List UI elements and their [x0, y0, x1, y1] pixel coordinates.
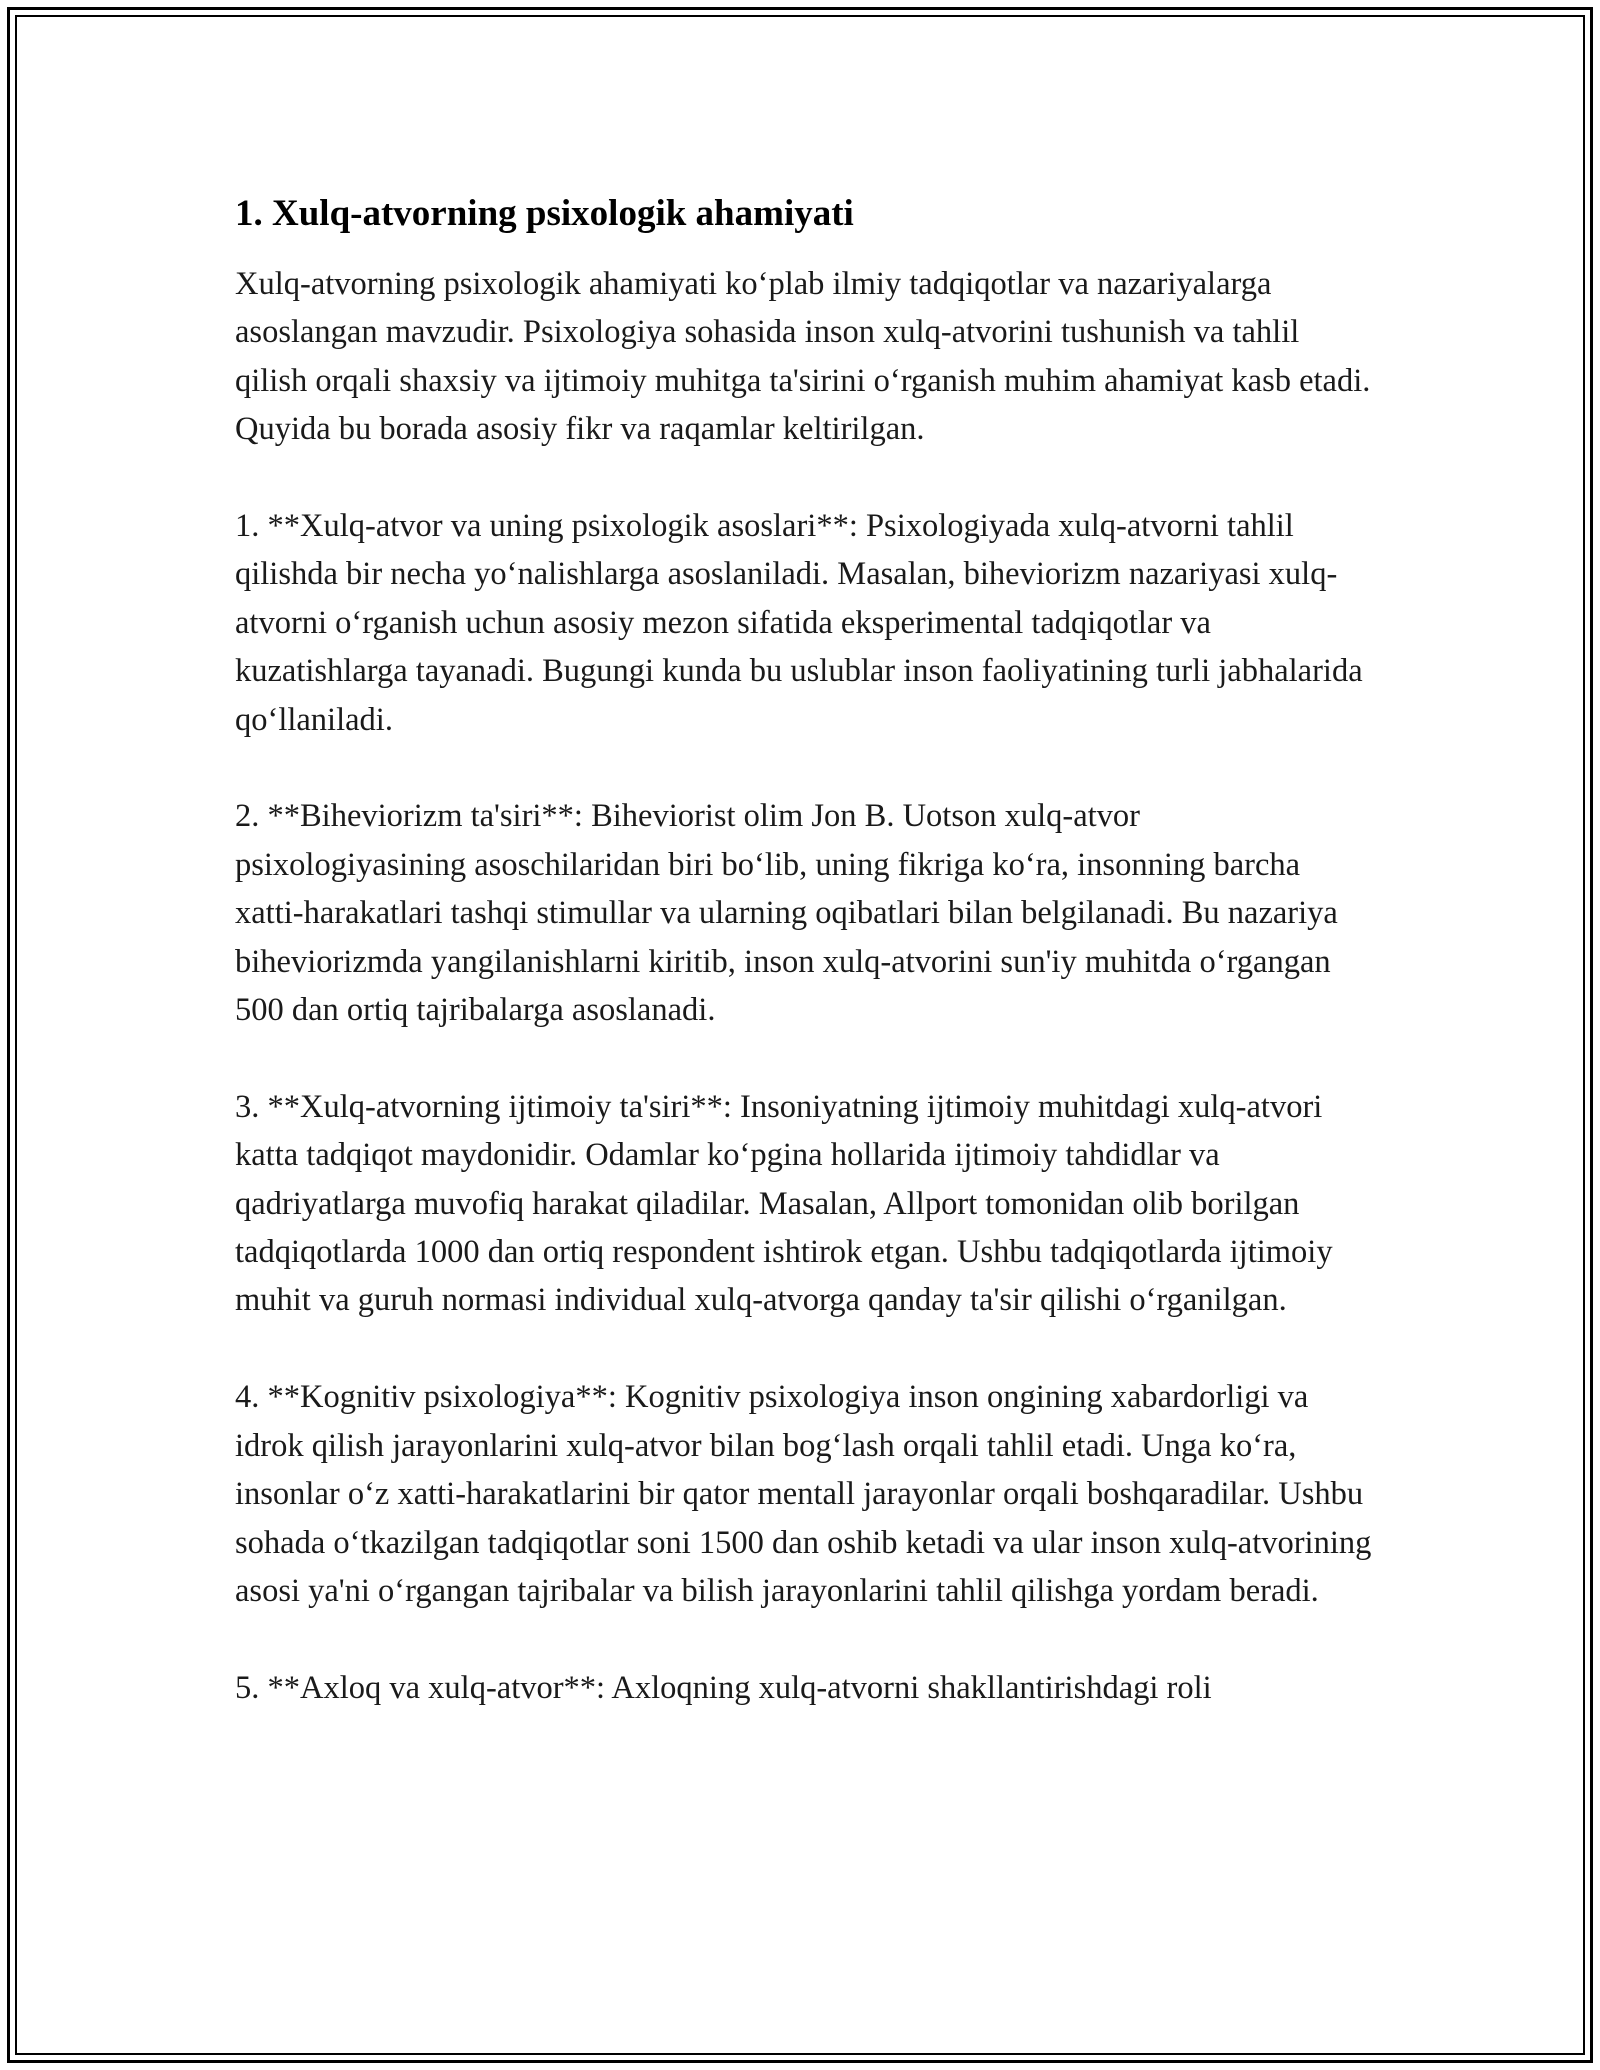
paragraph-2: 2. **Biheviorizm ta'siri**: Biheviorist olim Jon B. Uotson xulq-atvor psixologiyasining asoschilaridan biri bo‘lib, uning fikriga ko‘ra, insonning barcha xatti-harakatlari tashqi stimullar va ularning oqibatlari bilan belgilanadi. Bu nazariya biheviorizmda yangilanishlarni kiritib, inson xulq-atvorini sun'iy muhitda o‘rgangan 500 dan ortiq tajribalarga asoslanadi.	[235, 798, 1338, 1029]
paragraph-3: 3. **Xulq-atvorning ijtimoiy ta'siri**: Insoniyatning ijtimoiy muhitdagi xulq-atvori katta tadqiqot maydonidir. Odamlar ko‘pgina hollarida ijtimoiy tahdidlar va qadriyatlarga muvofiq harakat qiladilar. Masalan, Allport tomonidan olib borilgan tadqiqotlarda 1000 dan ortiq respondent ishtirok etgan. Ushbu tadqiqotlarda ijtimoiy muhit va guruh normasi individual xulq-atvorga qanday ta'sir qilishi o‘rganilgan.	[235, 1088, 1333, 1319]
document-body	[235, 188, 1375, 1761]
document-title: 1. Xulq-atvorning psixologik ahamiyati	[235, 193, 854, 234]
intro-paragraph: Xulq-atvorning psixologik ahamiyati ko‘plab ilmiy tadqiqotlar va nazariyalarga asoslangan mavzudir. Psixologiya sohasida inson xulq-atvorini tushunish va tahlil qilish orqali shaxsiy va ijtimoiy muhitga ta'sirini o‘rganish muhim ahamiyat kasb etadi. Quyida bu borada asosiy fikr va raqamlar keltirilgan.	[235, 266, 1371, 448]
paragraph-1: 1. **Xulq-atvor va uning psixologik asoslari**: Psixologiyada xulq-atvorni tahlil qilishda bir necha yo‘nalishlarga asoslaniladi. Masalan, biheviorizm nazariyasi xulq-atvorni o‘rganish uchun asosiy mezon sifatida eksperimental tadqiqotlar va kuzatishlarga tayanadi. Bugungi kunda bu uslublar inson faoliyatining turli jabhalarida qo‘llaniladi.	[235, 508, 1363, 738]
paragraph-5: 5. **Axloq va xulq-atvor**: Axloqning xulq-atvorni shakllantirishdagi roli	[235, 1669, 1212, 1706]
paragraph-4: 4. **Kognitiv psixologiya**: Kognitiv psixologiya inson ongining xabardorligi va idrok qilish jarayonlarini xulq-atvor bilan bog‘lash orqali tahlil etadi. Unga ko‘ra, insonlar o‘z xatti-harakatlarini bir qator mentall jarayonlar orqali boshqaradilar. Ushbu sohada o‘tkazilgan tadqiqotlar soni 1500 dan oshib ketadi va ular inson xulq-atvorining asosi ya'ni o‘rgangan tajribalar va bilish jarayonlarini tahlil qilishga yordam beradi.	[235, 1379, 1372, 1609]
